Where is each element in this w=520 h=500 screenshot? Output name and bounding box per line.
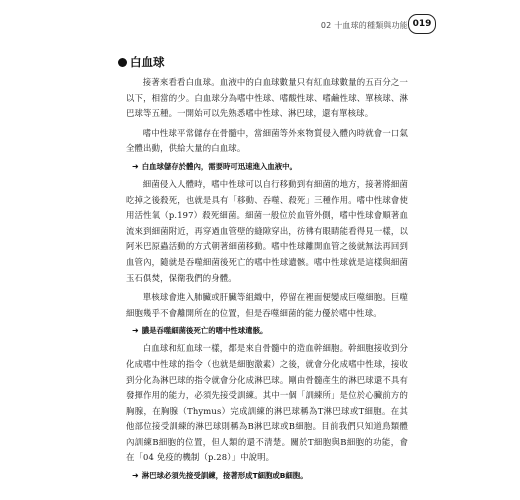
paragraph-monocyte: 單核球會進入肺臟或肝臟等組織中，停留在裡面便變成巨噬細胞。巨噬細胞幾乎不會離開所在的位置，但是吞噬細菌的能力優於嗜中性球。: [126, 292, 408, 318]
key-point-note: [132, 325, 408, 336]
section-title: 白血球: [130, 55, 165, 69]
key-point-note: [132, 161, 408, 172]
paragraph-lymphocyte: 白血球和紅血球一樣，都是來自骨髓中的造血幹細胞。幹細胞接收到分化成嗜中性球的指令（也就是細胞激素）之後，就會分化成嗜中性球，接收到分化為淋巴球的指令就會分化成淋巴球。剛由骨髓產生的淋巴球還不具有發揮作用的能力，必須先接受訓練。其中一個「訓練所」是位於心臟前方的胸腺，在胸腺（Thymus）完成訓練的淋巴球稱為T淋巴球或T細胞。在其他部位接受訓練的淋巴球則稱為B淋巴球或B細胞。目前我們只知道鳥類體內訓練B細胞的位置，但人類的還不清楚。關於T細胞與B細胞的功能，會在「04 免疫的機制（p.28）」中說明。: [126, 343, 408, 463]
page-content: [126, 54, 408, 486]
page-number: 019: [408, 14, 436, 34]
key-point-text: 膿是吞噬細菌後死亡的嗜中性球遺骸。: [141, 326, 268, 336]
key-point-note: [132, 470, 408, 481]
running-header: 02 十血球的種類與功能: [320, 21, 408, 30]
filled-circle-icon: [118, 58, 127, 67]
arrow-right-icon: ➜: [132, 161, 139, 171]
arrow-right-icon: ➜: [132, 326, 139, 336]
paragraph-intro: 接著來看看白血球。血液中的白血球數量只有紅血球數量的五百分之一以下，相當的少。白血球分為嗜中性球、嗜酸性球、嗜鹼性球、單核球、淋巴球等五種。一開始可以先熟悉嗜中性球、淋巴球，還有單核球。: [126, 77, 408, 119]
paragraph-neutrophil-storage: 嗜中性球平常儲存在骨髓中，當細菌等外來物質侵入體內時就會一口氣全體出動，供給大量的白血球。: [126, 127, 408, 154]
section-heading: [118, 54, 408, 70]
paragraph-neutrophil-action: 細菌侵入人體時，嗜中性球可以自行移動到有細菌的地方，接著將細菌吃掉之後殺死，也就是具有「移動、吞噬、殺死」三種作用。嗜中性球會使用活性氧（p.197）殺死細菌。細菌一般位於血管外側，嗜中性球會順著血流來到細菌附近，再穿過血管壁的縫隙穿出，彷彿有眼睛能看得見一樣，以阿米巴原蟲活動的方式朝著細菌移動。嗜中性球離開血管之後就無法再回到血管內，隨就是吞噬細菌後死亡的嗜中性球遺骸。嗜中性球就是這樣與細菌玉石俱焚，保衛我們的身體。: [126, 178, 408, 283]
arrow-right-icon: ➜: [132, 471, 139, 481]
key-point-text: 淋巴球必須先接受訓練，接著形成T細胞或B細胞。: [141, 471, 308, 481]
key-point-text: 白血球儲存於體內，需要時可迅速進入血液中。: [141, 161, 297, 171]
